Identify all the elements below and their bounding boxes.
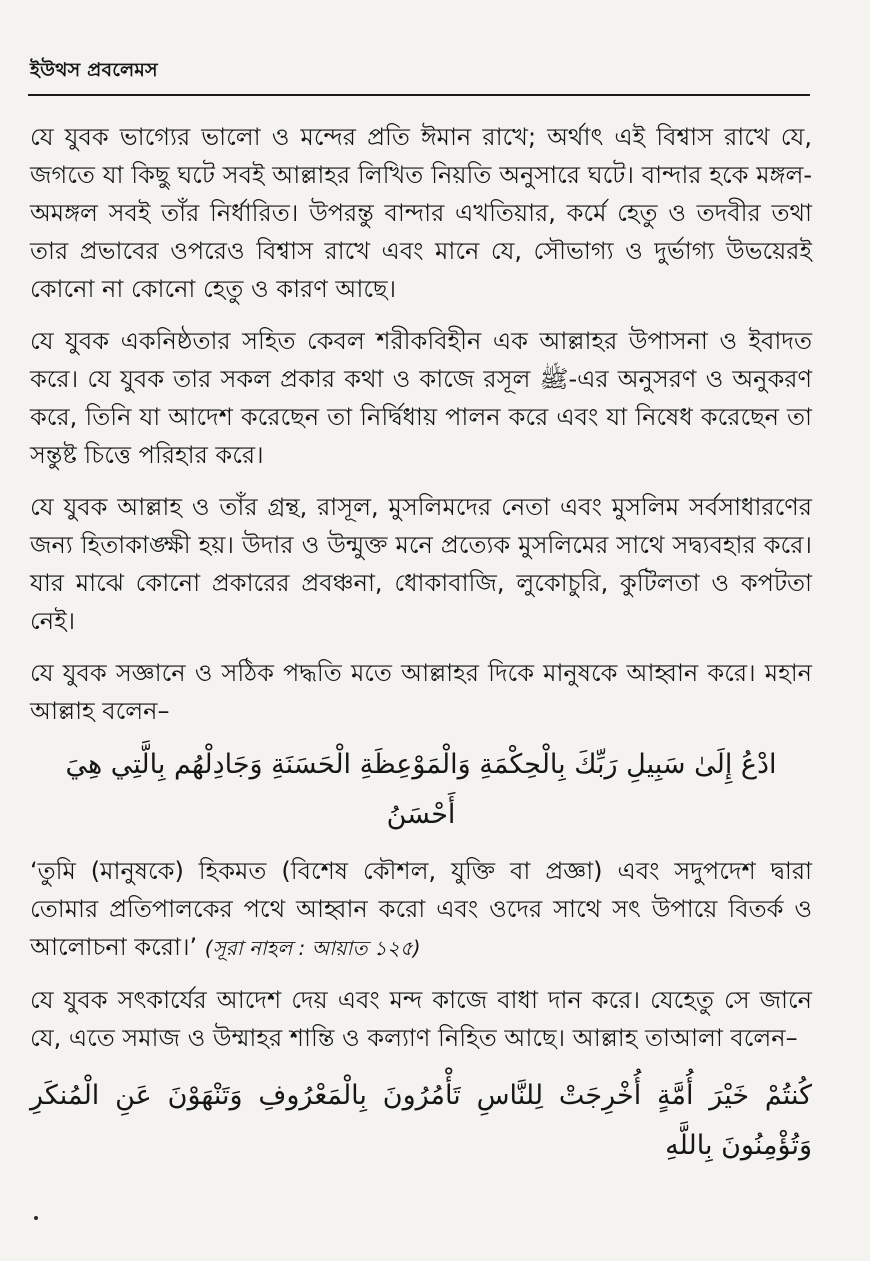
quran-verse-nahl: ادْعُ إِلَىٰ سَبِيلِ رَبِّكَ بِالْحِكْمَةِ وَالْمَوْعِظَةِ الْحَسَنَةِ وَجَادِلْهُم بِالَّتِي هِيَ أَحْسَنُ bbox=[65, 749, 777, 830]
paragraph-dawah: যে যুবক সজ্ঞানে ও সঠিক পদ্ধতি মতে আল্লাহর দিকে মানুষকে আহ্বান করে। মহান আল্লাহ বলেন– bbox=[30, 659, 812, 725]
paragraph-worship: যে যুবক একনিষ্ঠতার সহিত কেবল শরীকবিহীন এক আল্লাহর উপাসনা ও ইবাদত করে। যে যুবক তার সকল প্রকার কথা ও কাজে রসূল ﷺ-এর অনুসরণ ও অনুকরণ করে, তিনি যা আদেশ করেছেন তা নির্দ্বিধায় পালন করে এবং যা নিষেধ করেছেন তা সন্তুষ্ট চিত্তে পরিহার করে। bbox=[30, 327, 813, 469]
verse-translation bbox=[30, 852, 812, 967]
running-header: ইউথস প্রবলেমস bbox=[30, 59, 158, 81]
paragraph-faith-in-destiny: যে যুবক ভাগ্যের ভালো ও মন্দের প্রতি ঈমান রাখে; অর্থাৎ এই বিশ্বাস রাখে যে, জগতে যা কিছু ঘটে সবই আল্লাহর লিখিত নিয়তি অনুসারে ঘটে। বান্দার হকে মঙ্গল-অমঙ্গল সবই তাঁর নির্ধারিত। উপরন্তু বান্দার এখতিয়ার, কর্মে হেতু ও তদবীর তথা তার প্রভাবের ওপরেও বিশ্বাস রাখে এবং মানে যে, সৌভাগ্য ও দুর্ভাগ্য উভয়েরই কোনো না কোনো হেতু ও কারণ আছে। bbox=[30, 123, 812, 303]
print-speck bbox=[34, 1216, 38, 1220]
paragraph-sincerity: যে যুবক আল্লাহ ও তাঁর গ্রন্থ, রাসূল, মুসলিমদের নেতা এবং মুসলিম সর্বসাধারণের জন্য হিতাকাঙ্ক্ষী হয়। উদার ও উন্মুক্ত মনে প্রত্যেক মুসলিমের সাথে সদ্ব্যবহার করে। যার মাঝে কোনো প্রকারের প্রবঞ্চনা, ধোকাবাজি, লুকোচুরি, কুটিলতা ও কপটতা নেই। bbox=[30, 493, 812, 635]
verse-citation: (সূরা নাহল : আয়াত ১২৫) bbox=[204, 936, 421, 960]
paragraph-enjoin-good: যে যুবক সৎকার্যের আদেশ দেয় এবং মন্দ কাজে বাধা দান করে। যেহেতু সে জানে যে, এতে সমাজ ও উম্মাহর শান্তি ও কল্যাণ নিহিত আছে। আল্লাহ তাআলা বলেন– bbox=[30, 986, 812, 1052]
header-rule bbox=[28, 94, 810, 96]
translation-text: ‘তুমি (মানুষকে) হিকমত (বিশেষ কৌশল, যুক্তি বা প্রজ্ঞা) এবং সদুপদেশ দ্বারা তোমার প্রতিপালকের পথে আহ্বান করো এবং ওদের সাথে সৎ উপায়ে বিতর্ক ও আলোচনা করো।’ bbox=[30, 857, 812, 961]
quran-verse-imran: كُنتُمْ خَيْرَ أُمَّةٍ أُخْرِجَتْ لِلنَّاسِ تَأْمُرُونَ بِالْمَعْرُوفِ وَتَنْهَوْنَ عَنِ الْمُنكَرِ وَتُؤْمِنُونَ بِاللَّهِ bbox=[30, 1080, 812, 1161]
body-text bbox=[30, 118, 812, 1183]
